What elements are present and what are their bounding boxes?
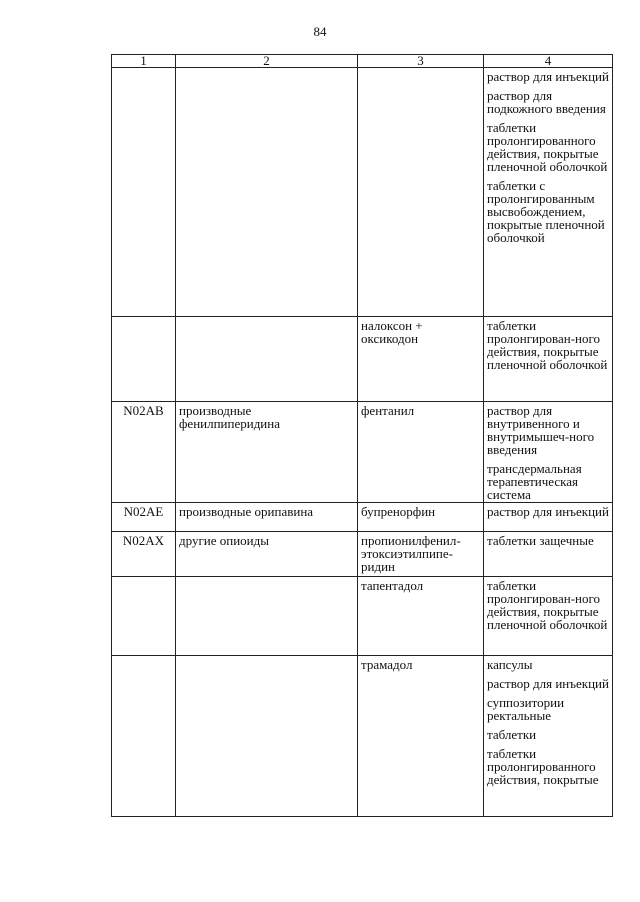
group-cell bbox=[176, 656, 358, 817]
table-row bbox=[112, 402, 613, 503]
table-row bbox=[112, 656, 613, 817]
dosage-form-item: суппозитории ректальные bbox=[487, 695, 565, 723]
dosage-form-item: таблетки bbox=[487, 727, 537, 742]
atc-code-cell bbox=[112, 317, 176, 402]
column-header-3: 3 bbox=[358, 55, 484, 68]
dosage-form-item: раствор для инъекций bbox=[487, 504, 609, 519]
atc-code-cell: N02AX bbox=[112, 532, 176, 577]
substance-cell bbox=[358, 68, 484, 317]
dosage-form-item: раствор для подкожного введения bbox=[487, 88, 606, 116]
dosage-forms-cell bbox=[484, 402, 613, 503]
dosage-form-item: трансдермальная терапевтическая система bbox=[487, 461, 582, 502]
substance-cell: трамадол bbox=[358, 656, 484, 817]
group-cell: производные орипавина bbox=[176, 503, 358, 532]
table-row bbox=[112, 68, 613, 317]
dosage-forms-cell bbox=[484, 532, 613, 577]
dosage-forms-cell bbox=[484, 656, 613, 817]
dosage-form-item: капсулы bbox=[487, 657, 533, 672]
substance-cell: фентанил bbox=[358, 402, 484, 503]
page-number: 84 bbox=[313, 24, 327, 39]
drug-table bbox=[111, 54, 613, 817]
dosage-form-item: таблетки защечные bbox=[487, 533, 594, 548]
table-row bbox=[112, 503, 613, 532]
dosage-form-item: таблетки пролонгированного действия, покрытые bbox=[487, 746, 599, 787]
atc-code-cell bbox=[112, 68, 176, 317]
dosage-forms-cell bbox=[484, 317, 613, 402]
column-header-2: 2 bbox=[176, 55, 358, 68]
group-cell: производные фенилпиперидина bbox=[176, 402, 358, 503]
group-cell bbox=[176, 577, 358, 656]
substance-cell: бупренорфин bbox=[358, 503, 484, 532]
dosage-forms-cell bbox=[484, 503, 613, 532]
dosage-form-item: раствор для внутривенного и внутримышеч-ного введения bbox=[487, 403, 595, 457]
dosage-form-item: таблетки с пролонгированным высвобождением, покрытые пленочной оболочкой bbox=[487, 178, 605, 245]
dosage-form-item: таблетки пролонгирован-ного действия, покрытые пленочной оболочкой bbox=[487, 318, 608, 372]
substance-cell: тапентадол bbox=[358, 577, 484, 656]
atc-code-cell bbox=[112, 577, 176, 656]
atc-code-cell: N02AE bbox=[112, 503, 176, 532]
group-cell bbox=[176, 68, 358, 317]
table-row bbox=[112, 577, 613, 656]
column-header-4: 4 bbox=[484, 55, 613, 68]
substance-cell: налоксон + оксикодон bbox=[358, 317, 484, 402]
table-header-row bbox=[112, 55, 613, 68]
column-header-1: 1 bbox=[112, 55, 176, 68]
dosage-form-item: раствор для инъекций bbox=[487, 676, 609, 691]
dosage-form-item: раствор для инъекций bbox=[487, 69, 609, 84]
atc-code-cell: N02AB bbox=[112, 402, 176, 503]
dosage-forms-cell bbox=[484, 68, 613, 317]
group-cell bbox=[176, 317, 358, 402]
table-row bbox=[112, 532, 613, 577]
table-row bbox=[112, 317, 613, 402]
atc-code-cell bbox=[112, 656, 176, 817]
dosage-form-item: таблетки пролонгирован-ного действия, покрытые пленочной оболочкой bbox=[487, 578, 608, 632]
dosage-form-item: таблетки пролонгированного действия, покрытые пленочной оболочкой bbox=[487, 120, 608, 174]
substance-cell: пропионилфенил-этоксиэтилпипе-ридин bbox=[358, 532, 484, 577]
dosage-forms-cell bbox=[484, 577, 613, 656]
group-cell: другие опиоиды bbox=[176, 532, 358, 577]
